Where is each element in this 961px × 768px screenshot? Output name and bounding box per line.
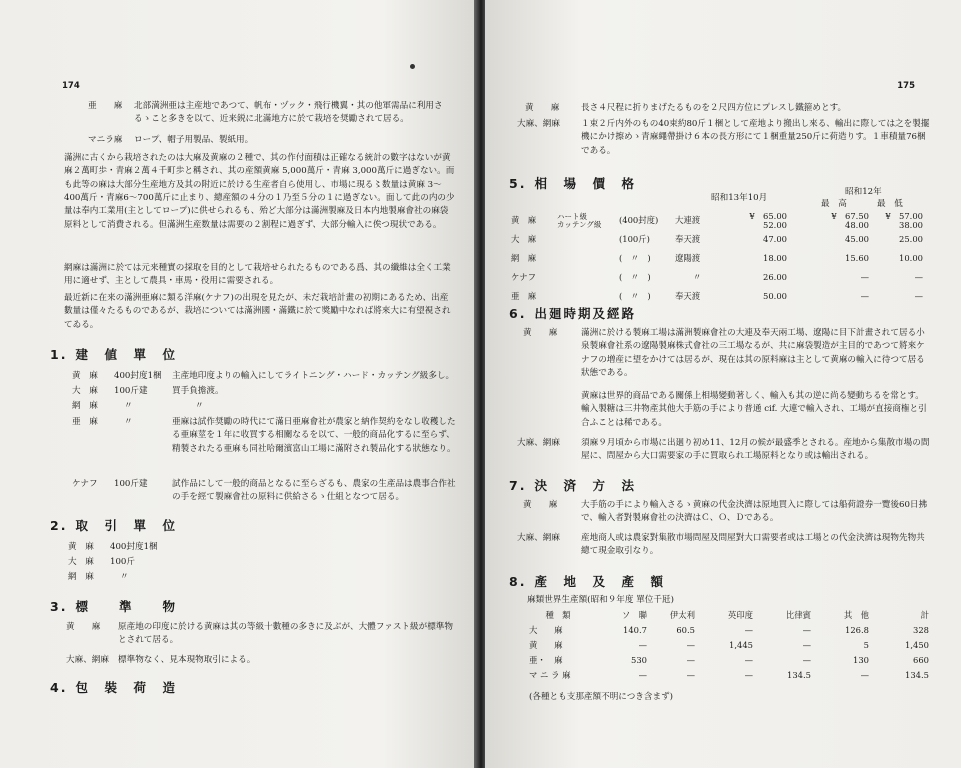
price-place: 大連渡 bbox=[675, 215, 701, 226]
table-row bbox=[507, 212, 927, 230]
price-unit: ( 〃 ) bbox=[619, 271, 651, 282]
item-unit: 100斤建 bbox=[114, 479, 148, 489]
item-name: 黄 麻 bbox=[68, 542, 94, 552]
item-desc: 標準物なく、見本現物取引による。 bbox=[118, 655, 256, 665]
table-cell: — bbox=[802, 624, 811, 635]
price-value: 47.00 bbox=[763, 233, 787, 244]
body-paragraph: 網麻は滿洲に於ては元来種實の採取を目的として栽培せられたるものである爲、其の纖維は全く工業用に適せず、主として農具・車馬・役用に需要される。 bbox=[64, 263, 451, 287]
table-cell: — bbox=[744, 654, 753, 665]
price-value: 26.00 bbox=[763, 271, 787, 282]
item-name: 網 麻 bbox=[72, 401, 98, 411]
price-hi: — bbox=[860, 271, 869, 282]
page-number-left: 174 bbox=[62, 81, 80, 91]
table-cell: 60.5 bbox=[676, 624, 695, 635]
price-lo: 25.00 bbox=[899, 233, 923, 244]
settlement-term: 黄 麻 bbox=[523, 500, 558, 510]
row-label: 大 麻 bbox=[529, 624, 563, 635]
table-row bbox=[525, 653, 933, 668]
item-unit: 〃 bbox=[120, 572, 129, 582]
section-heading: 3. 標 準 物 bbox=[50, 599, 177, 614]
price-grade: ハート級 カッテング級 bbox=[557, 211, 602, 229]
table-row bbox=[507, 268, 927, 287]
section-heading: 2. 取 引 單 位 bbox=[50, 518, 177, 533]
production-table-caption: 麻類世界生產額(昭和９年度 單位千瓩) bbox=[527, 595, 674, 605]
right-page bbox=[485, 0, 961, 768]
column-header: 種 類 bbox=[545, 609, 571, 620]
price-name: 大 麻 bbox=[511, 233, 537, 244]
table-cell: — bbox=[686, 639, 695, 650]
table-header-row bbox=[525, 608, 933, 623]
table-row bbox=[525, 623, 933, 638]
item-name: 黄 麻 bbox=[66, 622, 101, 632]
table-cell: 140.7 bbox=[623, 624, 647, 635]
price-lo: — bbox=[914, 271, 923, 282]
table-cell: 660 bbox=[913, 654, 929, 665]
route-text: 滿洲に於ける製麻工場は滿洲製麻會社の大連及奉天兩工場、遼陽に目下計畫されて居る小泉製麻會社系の遼陽製麻株式會社の三工場なるが、共に麻袋製造が主目的であつて將來ケナフの増産に望をかけては居るが、現在は其の原料麻は主として黄麻の輸入に待つて居る狀態である。 bbox=[581, 328, 925, 378]
column-header: ソ 聯 bbox=[621, 609, 647, 620]
price-name: ケナフ bbox=[511, 271, 536, 282]
price-unit: ( 〃 ) bbox=[619, 252, 651, 263]
table-cell: 134.5 bbox=[787, 669, 811, 680]
price-lo: 10.00 bbox=[899, 252, 923, 263]
packing-term: 黄 麻 bbox=[525, 103, 560, 113]
route-term: 黄 麻 bbox=[523, 328, 558, 338]
table-cell: — bbox=[638, 669, 647, 680]
price-value: ¥ 65.00 52.00 bbox=[749, 211, 787, 230]
price-col-header: 昭和12年 bbox=[845, 187, 882, 197]
item-unit: 100斤建 bbox=[114, 386, 148, 396]
price-place: 奉天渡 bbox=[675, 233, 701, 244]
route-text: 須麻９月頃から市場に出廻り初め11、12月の候が最盛季とされる。産地から集散市場の間屋に、問屋から大口需要家の手に買取られ工場原料となり或は輸出される。 bbox=[581, 438, 930, 462]
price-unit: (400封度) bbox=[619, 215, 659, 226]
settlement-text: 産地商人或は農家對集散市場問屋及問屋對大口需要者或は工場との代金決濟は現物先物共總て現金取引なり。 bbox=[581, 533, 925, 557]
item-desc: 〃 bbox=[195, 401, 204, 411]
item-unit: 400封度1梱 bbox=[110, 542, 158, 552]
table-cell: — bbox=[744, 669, 753, 680]
item-unit: 〃 bbox=[124, 417, 133, 427]
table-row bbox=[525, 668, 933, 683]
price-col-lo: 最 低 bbox=[877, 199, 903, 209]
column-header: 其 他 bbox=[843, 609, 869, 620]
item-desc: 原產地の印度に於ける黄麻は其の等級十數種の多きに及ぶが、大體ファスト級が標準物とされて居る。 bbox=[118, 622, 453, 646]
section-heading: 6. 出廻時期及經路 bbox=[509, 306, 636, 321]
table-cell: — bbox=[860, 669, 869, 680]
table-cell: 1,450 bbox=[905, 639, 929, 650]
price-col-header: 昭和13年10月 bbox=[711, 193, 768, 203]
item-desc: 亜麻は試作奨勵の時代にて滿日亜麻會社が農家と納作契約をなし收穫したる亜麻莖を１年に收買する相關なるを以て、一般的商品化するに至らず、精製されたる亜麻も同社哈爾濱富山工場に滿附され製品化する狀態なり。 bbox=[172, 417, 456, 454]
section-heading: 1. 建 値 單 位 bbox=[50, 347, 177, 362]
price-table bbox=[507, 212, 927, 306]
body-paragraph: 滿洲に古くから栽培されたのは大麻及黄麻の２種で、其の作付面積は正確なる統計の數字はないが黄麻２萬町歩・青麻２萬４千町歩と稱され、其の産額黄麻 5,000萬斤・青麻 3,000萬斤に過ぎない。而も此等の麻は大部分生産地方及其の附近に於ける生産者自ら使用し、市場に現る〻数量は黄麻 3～400萬斤・青麻6～700萬斤に止まり、總産額の４分の１乃至５分の１に過ぎない。面して此の内の少量は奉内工業用(主としてロープ)に供せられるも、殆ど大部分は滿洲製麻及日本内地製麻會社の麻袋原料として消費される。但滿洲生産数量は需要の２割程に過ぎず、大部分輸入に俟つ現状である。 bbox=[64, 153, 455, 230]
price-hi: — bbox=[860, 290, 869, 301]
item-name: 大 麻 bbox=[72, 386, 98, 396]
price-grade bbox=[553, 287, 615, 306]
section-heading: 4. 包 裝 荷 造 bbox=[50, 680, 177, 695]
intro-term-flax: 亜 麻 bbox=[88, 101, 123, 111]
route-text: 黄麻は世界的商品である關係上相場變動著しく、輸入も其の逆に尚る變動ちるを常とす。輸入製糖は三井物產其他大手筋の手により普通 cif. 大連で輸入され、工場が直接商権と引合ふことは稀である。 bbox=[581, 391, 927, 428]
row-label: 黄 麻 bbox=[529, 639, 563, 650]
item-name: 亜 麻 bbox=[72, 417, 98, 427]
row-label: マ ニ ラ 麻 bbox=[529, 669, 571, 680]
price-place: 奉天渡 bbox=[675, 290, 701, 301]
table-cell: 126.8 bbox=[845, 624, 869, 635]
item-desc: 買手負擔渡。 bbox=[172, 386, 224, 396]
price-name: 網 麻 bbox=[511, 252, 537, 263]
page-number-right: 175 bbox=[897, 81, 915, 91]
column-header: 比律賓 bbox=[785, 609, 811, 620]
row-label: 亜・ 麻 bbox=[529, 654, 563, 665]
packing-text: 長さ４尺程に折りまげたるものを２尺四方位にプレスし鐵箍めとす。 bbox=[581, 103, 847, 113]
section-heading: 8. 產 地 及 產 額 bbox=[509, 574, 665, 589]
table-cell: — bbox=[638, 639, 647, 650]
column-header: 計 bbox=[920, 609, 929, 620]
intro-text-flax: 北部満洲亜は主産地であつて、帆布・ヅック・飛行機翼・其の他軍需品に利用さるゝこと多きを以て、近来鋭に北滿地方に於て栽培を奨勵されて居る。 bbox=[134, 101, 443, 125]
price-col-hi: 最 高 bbox=[821, 199, 847, 209]
price-name: 亜 麻 bbox=[511, 290, 537, 301]
table-row bbox=[525, 638, 933, 653]
price-hi: 15.60 bbox=[845, 252, 869, 263]
column-header: 英印度 bbox=[727, 609, 753, 620]
table-cell: 5 bbox=[863, 639, 869, 650]
price-grade bbox=[553, 249, 615, 268]
price-place: 〃 bbox=[692, 271, 702, 282]
body-paragraph: 最近新に在来の滿洲亜麻に類る洋麻(ケナフ)の出現を見たが、未だ栽培計畫の初期にあるため、出産數量は僅々たるものであるが、栽培については滿洲國・滿鐵に於て獎勵中なれば將來大に有望視されてゐる。 bbox=[64, 293, 451, 330]
price-grade bbox=[553, 230, 615, 249]
table-cell: 530 bbox=[631, 654, 647, 665]
item-unit: 〃 bbox=[124, 401, 133, 411]
intro-term-manila: マニラ麻 bbox=[88, 135, 123, 145]
price-name: 黄 麻 bbox=[511, 215, 537, 226]
item-unit: 400封度1梱 bbox=[114, 371, 162, 381]
price-unit: ( 〃 ) bbox=[619, 290, 651, 301]
price-unit: (100斤) bbox=[619, 233, 650, 244]
item-name: 大麻、網麻 bbox=[66, 655, 109, 665]
packing-term: 大麻、網麻 bbox=[517, 119, 560, 129]
price-hi: ¥ 67.50 48.00 bbox=[831, 211, 869, 230]
column-header: 伊太利 bbox=[669, 609, 695, 620]
table-cell: 1,445 bbox=[729, 639, 753, 650]
price-hi: 45.00 bbox=[845, 233, 869, 244]
price-lo: ¥ 57.00 38.00 bbox=[885, 211, 923, 230]
price-value: 50.00 bbox=[763, 290, 787, 301]
price-grade bbox=[553, 268, 615, 287]
production-table bbox=[525, 608, 933, 683]
price-lo: — bbox=[914, 290, 923, 301]
table-cell: — bbox=[802, 639, 811, 650]
item-unit: 100斤 bbox=[110, 557, 135, 567]
item-desc: 試作品にして一般的商品となるに至らざるも、農家の生產品は農事合作社の手を經て製麻會社の原料に供給さるゝ仕組となつて居る。 bbox=[172, 479, 456, 503]
table-row bbox=[507, 230, 927, 249]
section-heading: 5. 相 場 價 格 bbox=[509, 176, 636, 191]
production-table-note: (各種とも支那產額不明につき含まず) bbox=[529, 692, 674, 702]
ink-mark bbox=[410, 64, 415, 69]
item-desc: 主產地印度よりの輸入にしてライトニング・ハード・カッテング級多し。 bbox=[172, 371, 455, 381]
table-row bbox=[507, 249, 927, 268]
route-term: 大麻、網麻 bbox=[517, 438, 560, 448]
section-heading: 7. 決 済 方 法 bbox=[509, 478, 636, 493]
packing-text: １束２斤内外のもの40束約80斤１梱として産地より搬出し來る、輸出に際しては之を製擺機にかけ擦めゝ青麻繩帶掛け６本の長方形にて１梱重量250斤に荷造りす。１車積量76梱である。 bbox=[581, 119, 930, 156]
item-name: 網 麻 bbox=[68, 572, 94, 582]
table-cell: — bbox=[686, 654, 695, 665]
settlement-text: 大手筋の手により輸入さるゝ黄麻の代金決濟は原地買入に際しては船荷證券一覽後60日拂で、輸入者對製麻會社の決濟はＣ、Ｏ、Ｄである。 bbox=[581, 500, 928, 524]
item-name: ケナフ bbox=[72, 479, 98, 489]
table-row bbox=[507, 287, 927, 306]
item-name: 大 麻 bbox=[68, 557, 94, 567]
price-place: 遼陽渡 bbox=[675, 252, 701, 263]
left-page bbox=[0, 0, 478, 768]
table-cell: 134.5 bbox=[905, 669, 929, 680]
price-value: 18.00 bbox=[763, 252, 787, 263]
table-cell: — bbox=[686, 669, 695, 680]
intro-text-manila: ロープ、帽子用製品、製紙用。 bbox=[134, 135, 254, 145]
table-cell: — bbox=[802, 654, 811, 665]
settlement-term: 大麻、網麻 bbox=[517, 533, 560, 543]
table-cell: 328 bbox=[913, 624, 929, 635]
item-name: 黄 麻 bbox=[72, 371, 98, 381]
table-cell: 130 bbox=[853, 654, 869, 665]
table-cell: — bbox=[744, 624, 753, 635]
